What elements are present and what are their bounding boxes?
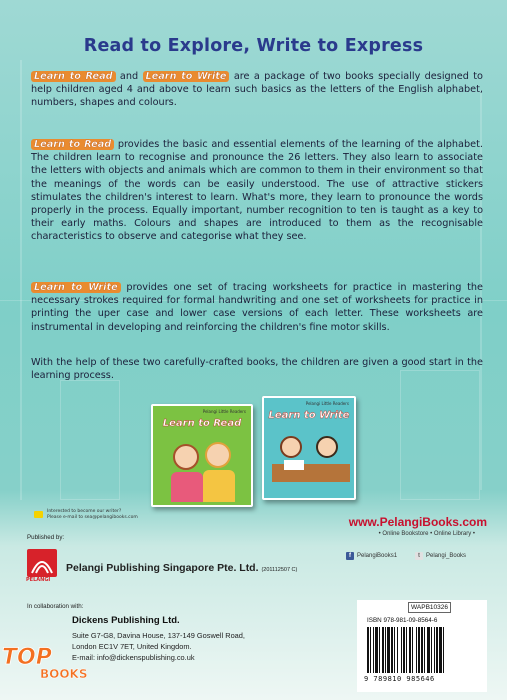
- read-paragraph: [31, 138, 483, 244]
- paper-illustration: [284, 460, 304, 470]
- intro-text: are a package of two books specially designed to help children aged 4 and above to learn such basics as the letters of the English alphabet, numbers, shapes and colours.: [31, 71, 483, 109]
- and-word: and: [119, 71, 139, 82]
- pelangi-logo-text: PELANGI: [26, 577, 51, 583]
- collab-publisher-name: Dickens Publishing Ltd.: [72, 615, 180, 626]
- brand-learn-to-write: Learn to Write: [143, 71, 230, 82]
- child-illustration: [280, 436, 302, 458]
- book-cover-learn-to-read: [151, 404, 253, 507]
- watermark-sub: BOOKS: [40, 667, 88, 681]
- website-sublinks: • Online Bookstore • Online Library •: [378, 531, 475, 537]
- page-title: Read to Explore, Write to Express: [83, 36, 424, 56]
- author-invite-note: [34, 511, 43, 519]
- publisher-name-text: Pelangi Publishing Singapore Pte. Ltd.: [66, 562, 259, 574]
- twitter-icon: t: [415, 552, 423, 560]
- write-text: provides one set of tracing worksheets for practice in mastering the necessary strokes required for formal handwriting and one set of worksheets for practice in printing the uper case and lower case versions of each letter. These worksheets are instrumental in developing and reinforcing the children's fine motor skills.: [31, 282, 483, 333]
- brand-learn-to-read: Learn to Read: [31, 71, 116, 82]
- background-window: [60, 380, 120, 500]
- barcode: [367, 627, 479, 673]
- brand-learn-to-write: Learn to Write: [31, 282, 121, 293]
- author-invite-line1: Interested to become our writer?: [47, 509, 122, 514]
- twitter-handle[interactable]: [415, 552, 466, 560]
- collab-address-line2: London EC1V 7ET, United Kingdom.: [72, 642, 192, 651]
- child-body: [203, 470, 235, 502]
- barcode-bar: [444, 627, 446, 673]
- author-invite-text: [47, 509, 138, 521]
- publisher-reg-no: (201112507 C): [261, 567, 298, 573]
- collab-label: In collaboration with:: [27, 603, 84, 610]
- child-illustration: [205, 442, 231, 468]
- pelangi-logo-mark: [27, 549, 57, 577]
- background-window: [400, 370, 480, 500]
- published-by-label: Published by:: [27, 534, 65, 541]
- facebook-icon: f: [346, 552, 354, 560]
- child-illustration: [173, 444, 199, 470]
- facebook-handle[interactable]: [346, 552, 397, 560]
- website-link[interactable]: www.PelangiBooks.com: [348, 515, 487, 529]
- read-text: provides the basic and essential elements of the learning of the alphabet. The children learn to recognise and pronounce the 26 letters. They also learn to associate the letters with objects and animals which are common to them in their environment so that the meanings of the words can be easily understood. The use of attractive stickers stimulates the children's interest to learn. What's more, they learn to pronounce the words properly in the process. Equally important, number recognition to ten is taught as a key to their early maths. Colours and shapes are introduced to them as the recognisable characteristics to observe and categorise what they see.: [31, 139, 483, 243]
- twitter-label: Pelangi_Books: [426, 553, 467, 559]
- isbn-number: ISBN 978-981-09-8564-6: [367, 617, 438, 624]
- publisher-name: [66, 562, 297, 574]
- book-cover-learn-to-write: [262, 396, 356, 500]
- book-series-label: Pelangi Little Readers: [202, 409, 246, 414]
- watermark-logo: TOP: [2, 645, 52, 670]
- book-title: Learn to Read: [162, 418, 242, 429]
- child-body: [171, 472, 203, 502]
- background-texture: [20, 60, 22, 500]
- collab-email[interactable]: E-mail: info@dickenspublishing.co.uk: [72, 653, 195, 662]
- write-paragraph: [31, 281, 483, 334]
- intro-paragraph: [31, 70, 483, 110]
- child-illustration: [316, 436, 338, 458]
- book-series-label: Pelangi Little Readers: [305, 401, 349, 406]
- envelope-icon: [34, 511, 43, 518]
- brand-learn-to-read: Learn to Read: [31, 139, 114, 150]
- pelangi-logo: [27, 549, 57, 577]
- collab-address: [72, 630, 245, 663]
- closing-paragraph: With the help of these two carefully-crafted books, the children are given a good start in the learning process.: [31, 357, 483, 382]
- collab-address-line1: Suite G7-G8, Davina House, 137-149 Goswell Road,: [72, 631, 245, 640]
- author-invite-line2[interactable]: Please e-mail to sea@pelangibooks.com: [47, 515, 138, 520]
- book-title: Learn to Write: [268, 410, 350, 421]
- facebook-label: PelangiBooks1: [357, 553, 398, 559]
- product-code: WAPB10326: [408, 602, 451, 613]
- barcode-digits: 9 789810 985646: [364, 675, 435, 683]
